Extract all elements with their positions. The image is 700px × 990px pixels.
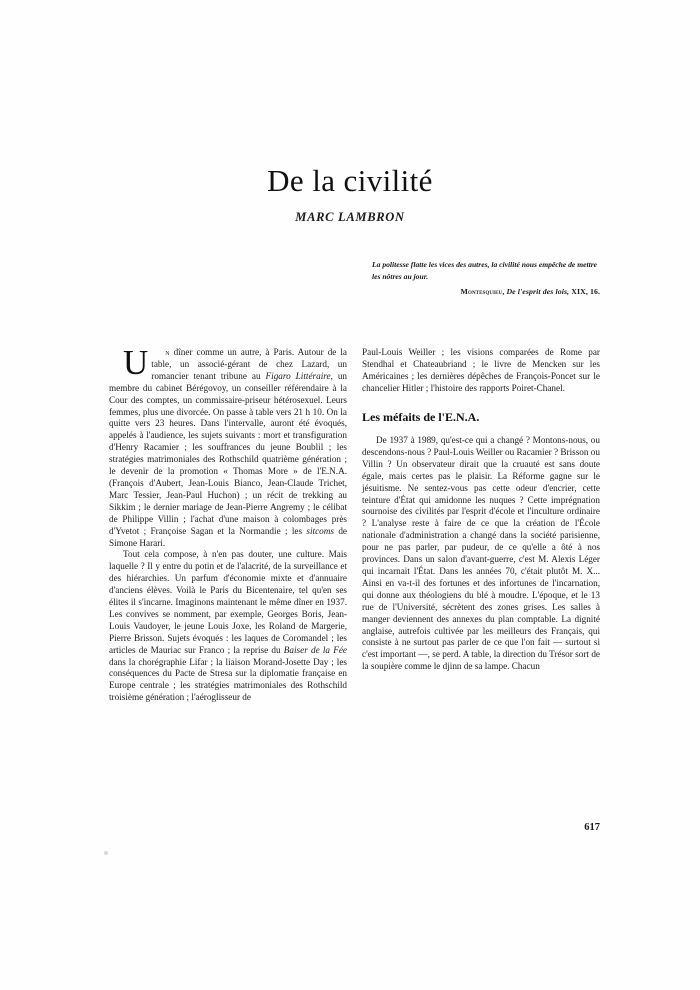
epigraph-quote: La politesse flatte les vices des autres, la civilité nous empêche de mettre les nôtres au jour. [372,260,598,281]
paragraph-text: de Simone Harari. [109,525,347,548]
paragraph-text: dans la chorégraphie Lifar ; la liaison Morand-Josette Day ; les conséquences du Pacte de Stresa sur la diplomatie française en Europe centrale ; les stratégies matrimoniales des Rothschild troisième génération ; l'aéroglisseur de [109,656,347,703]
author-byline: MARC LAMBRON [295,210,405,224]
paragraph-text: dîner comme un autre, à Paris. Autour de la table, un associé-gérant de chez Lazard, un romancier tenant tribune au [151,347,347,381]
opening-smallcaps: n [165,347,170,357]
epigraph-source [372,286,600,298]
section-heading-mefaits-ena: Les méfaits de l'E.N.A. [362,409,480,424]
paragraph-ena: De 1937 à 1989, qu'est-ce qui a changé ? Montons-nous, ou descendons-nous ? Paul-Louis Weiller ou Racamier ? Brisson ou Villin ? Un observateur dirait que la cruauté est sans doute égale, mais certes pas le plaisir. La Réforme gagne sur le jésuitisme. Ne sentez-vous pas cette odeur d'encrier, cette teinture d'État qui amidonne les nuques ? Cette imprégnation sournoise des civilités par l'esprit d'école et l'inculture ordinaire ? L'analyse reste à faire de ce que la création de l'École nationale d'administration a changé dans la société parisienne, pour ne pas parler, par pudeur, de ce qu'elle a ôté à nos provinces. Dans un salon d'avant-guerre, c'est M. Alexis Léger qui incarnait l'État. Dans les années 70, c'était plutôt M. X... Ainsi en va-t-il des fortunes et des infortunes de l'incarnation, qui donne aux théologiens du blé à moudre. L'époque, et le 13 rue de l'Université, sécrètent des zones grises. Les salles à manger deviennent des annexes du plan comptable. La dignité anglaise, autrefois cultivée par les meilleurs des Français, qui consiste à ne surtout pas parler de ce que l'on fait — surtout si c'est important —, se perd. A table, la direction du Trésor sort de la soupière comme le djinn de sa lampe. Chacun [362,435,600,672]
paragraph-culture [109,549,347,704]
page-title: De la civilité [267,162,433,198]
epigraph-source-work: De l'esprit des lois, [506,286,570,296]
page-number: 617 [584,822,600,833]
paragraph-opening [109,343,348,549]
title-baiser-de-la-fee: Baiser de la Fée [283,644,347,655]
epigraph-source-ref: XIX, 16. [571,286,600,296]
epigraph [372,259,600,298]
term-sitcoms: sitcoms [306,525,334,536]
body-column-left [109,343,348,704]
body-column-right [362,347,600,673]
paragraph-text: Tout cela compose, à n'en pas douter, une culture. Mais laquelle ? Il y entre du potin et de l'alacrité, de la surveillance et des hiérarchies. Un parfum d'économie mixte et d'annuaire d'anciens élèves. Voilà le Paris du Bicentenaire, tel qu'en ses élites il s'incarne. Imaginons maintenant le même dîner en 1937. Les convives se nomment, par exemple, Georges Boris, Jean-Louis Vaudoyer, le jeune Louis Joxe, les Roland de Margerie, Pierre Brisson. Sujets évoqués : les laques de Coromandel ; les articles de Mauriac sur Franco ; la reprise du [109,549,347,655]
paragraph-continued: Paul-Louis Weiller ; les visions comparées de Rome par Stendhal et Chateaubriand ; le livre de Mencken sur les Américaines ; les dernières dépêches de François-Poncet sur le chancelier Hitler ; l'histoire des rapports Poiret-Chanel. [362,347,600,393]
title-figaro-litteraire: Figaro Littéraire [265,370,331,381]
scan-artifact [104,851,108,855]
epigraph-source-author: Montesquieu, [460,286,505,296]
drop-cap: U [123,343,149,382]
paragraph-text: , un membre du cabinet Bérégovoy, un conseiller référendaire à la Cour des comptes, un commissaire-priseur hétérosexuel. Leurs femmes, plus une divorcée. On passe à table vers 21 h 10. On la quitte vers 23 heures. Dans l'intervalle, auront été évoqués, appelés à l'audience, les sujets suivants : mort et transfiguration d'Henry Racamier ; les souffrances du jeune Boublil ; les stratégies matrimoniales des Rothschild quatrième génération ; le devenir de la promotion « Thomas More » de l'E.N.A. (François d'Aubert, Jean-Louis Bianco, Jean-Claude Trichet, Marc Tessier, Jean-Paul Huchon) ; un récit de trekking au Sikkim ; le dernier mariage de Jean-Pierre Angremy ; le célibat de Philippe Villin ; l'achat d'une maison à colombages près d'Yvetot ; Françoise Sagan et la Normandie ; les [109,370,348,536]
